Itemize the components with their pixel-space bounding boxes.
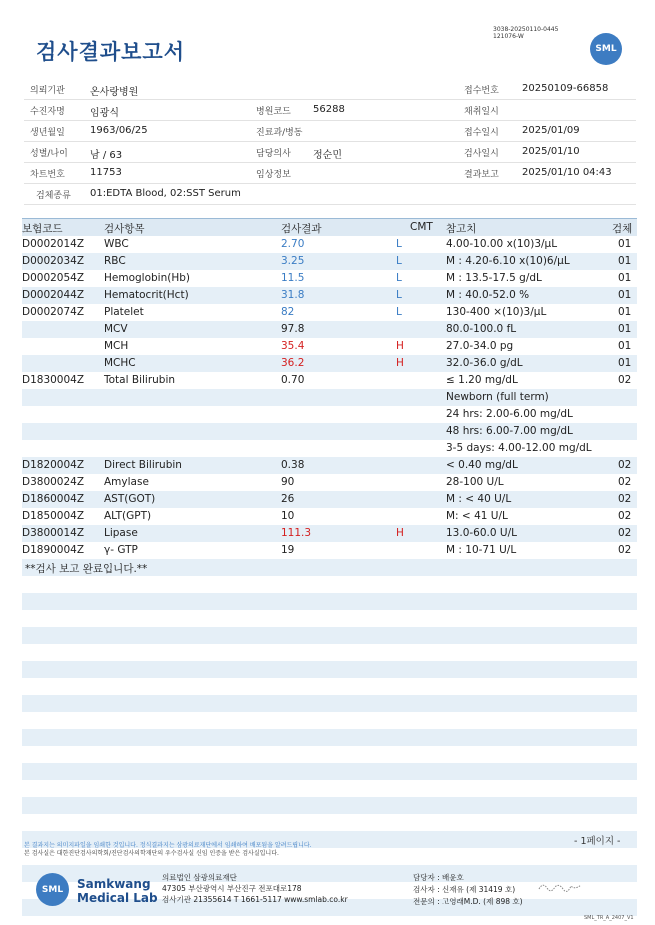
test-code: D1850004Z [22, 510, 85, 522]
test-name: MCHC [104, 357, 136, 369]
test-value: 10 [281, 510, 295, 522]
table-row [22, 542, 637, 559]
test-code: D1820004Z [22, 459, 85, 471]
table-row [22, 474, 637, 491]
info-row [24, 184, 636, 205]
specimen-code: 02 [618, 476, 632, 488]
reference-range: M : 10-71 U/L [446, 544, 517, 556]
chart-no-value: 11753 [90, 167, 122, 178]
specimen-code: 02 [618, 510, 632, 522]
birth-label: 생년월일 [30, 128, 65, 138]
table-row [22, 321, 637, 338]
test-name: Amylase [104, 476, 149, 488]
test-flag: H [396, 340, 404, 352]
reference-range: 130-400 ×(10)3/μL [446, 306, 547, 318]
footer-note: 본 결과지는 의미지파일을 임쇄한 것입니다. 정식결과지는 삼광의료재단에서 임쇄하여 배포됨을 알려드립니다. [24, 842, 312, 849]
hospital-value: 온사랑병원 [90, 87, 139, 98]
doctor-label: 담당의사 [256, 149, 291, 159]
col-spec-header: 검체 [612, 223, 633, 235]
report-title: 검사결과보고서 [36, 40, 186, 64]
test-value: 0.38 [281, 459, 305, 471]
report-date-value: 2025/01/10 04:43 [522, 167, 612, 178]
test-value: 3.25 [281, 255, 305, 267]
sex-age-label: 성별/나이 [30, 149, 68, 159]
empty-row [22, 678, 637, 695]
receipt-no-value: 20250109-66858 [522, 83, 609, 94]
test-value: 0.70 [281, 374, 305, 386]
test-name: AST(GOT) [104, 493, 156, 505]
test-flag: H [396, 527, 404, 539]
reference-range: 48 hrs: 6.00-7.00 mg/dL [446, 425, 573, 437]
staff-line: 전문의 : 고영래M.D. (제 898 호) [413, 897, 523, 906]
receipt-date-value: 2025/01/09 [522, 125, 580, 136]
specimen-code: 01 [618, 323, 632, 335]
reference-range: 24 hrs: 2.00-6.00 mg/dL [446, 408, 573, 420]
reference-range: M : < 40 U/L [446, 493, 512, 505]
test-name: MCH [104, 340, 129, 352]
test-code: D3800014Z [22, 527, 85, 539]
table-row [22, 236, 637, 253]
test-flag: L [396, 255, 402, 267]
empty-row [22, 576, 637, 593]
table-row [22, 491, 637, 508]
test-name: Total Bilirubin [104, 374, 176, 386]
table-row [22, 406, 637, 423]
hospital-code-label: 병원코드 [256, 107, 291, 117]
reference-range: M : 4.20-6.10 x(10)6/μL [446, 255, 570, 267]
brand-line: Medical Lab [77, 891, 158, 905]
test-value: 2.70 [281, 238, 305, 250]
test-name: ALT(GPT) [104, 510, 152, 522]
brand-line: Samkwang [77, 877, 151, 891]
specimen-code: 01 [618, 238, 632, 250]
test-date-value: 2025/01/10 [522, 146, 580, 157]
clinical-label: 임상정보 [256, 170, 291, 180]
reference-range: ≤ 1.20 mg/dL [446, 374, 518, 386]
test-flag: L [396, 272, 402, 284]
org-line: 의료법인 삼광의료재단 [162, 873, 237, 882]
form-version: SML_TR_A_2407_V1 [584, 915, 634, 921]
receipt-date-label: 접수일시 [464, 128, 499, 138]
collect-date-label: 채취일시 [464, 107, 499, 117]
empty-row [22, 763, 637, 780]
table-row [22, 270, 637, 287]
table-row [22, 423, 637, 440]
test-name: WBC [104, 238, 129, 250]
test-name: Lipase [104, 527, 138, 539]
patient-info-panel [24, 79, 636, 205]
test-code: D1860004Z [22, 493, 85, 505]
test-value: 90 [281, 476, 295, 488]
test-name: γ- GTP [104, 544, 138, 556]
col-name-header: 검사항목 [104, 223, 145, 235]
specimen-value: 01:EDTA Blood, 02:SST Serum [90, 188, 241, 199]
table-row [22, 355, 637, 372]
footer-notes [24, 842, 312, 858]
table-row [22, 372, 637, 389]
test-code: D0002044Z [22, 289, 85, 301]
patient-label: 수진자명 [30, 107, 65, 117]
results-header [22, 218, 637, 236]
reference-range: 4.00-10.00 x(10)3/μL [446, 238, 558, 250]
table-row [22, 457, 637, 474]
test-value: 111.3 [281, 527, 312, 539]
table-row [22, 389, 637, 406]
test-value: 36.2 [281, 357, 305, 369]
sml-logo-icon: SML [590, 33, 622, 65]
specimen-code: 01 [618, 340, 632, 352]
test-value: 35.4 [281, 340, 305, 352]
test-value: 11.5 [281, 272, 305, 284]
test-flag: L [396, 289, 402, 301]
test-value: 26 [281, 493, 295, 505]
reference-range: M : 40.0-52.0 % [446, 289, 530, 301]
empty-row [22, 644, 637, 661]
specimen-code: 02 [618, 527, 632, 539]
reference-range: 13.0-60.0 U/L [446, 527, 517, 539]
test-value: 19 [281, 544, 295, 556]
page-number: - 1페이지 - [574, 836, 621, 847]
specimen-code: 02 [618, 374, 632, 386]
test-value: 31.8 [281, 289, 305, 301]
test-name: MCV [104, 323, 128, 335]
specimen-code: 01 [618, 289, 632, 301]
info-row [24, 100, 636, 121]
test-code: D1890004Z [22, 544, 85, 556]
test-code: D0002054Z [22, 272, 85, 284]
sex-age-value: 남 / 63 [90, 150, 123, 161]
doctor-value: 정순민 [313, 150, 342, 161]
specimen-label: 검체종류 [36, 191, 71, 201]
test-name: Direct Bilirubin [104, 459, 182, 471]
org-line: 47305 부산광역시 부산진구 전포대로178 [162, 884, 302, 893]
org-info [162, 872, 348, 905]
col-cmt-header: CMT [410, 221, 433, 233]
specimen-code: 01 [618, 255, 632, 267]
staff-info [413, 872, 523, 908]
test-name: RBC [104, 255, 126, 267]
specimen-code: 01 [618, 272, 632, 284]
test-code: D0002074Z [22, 306, 85, 318]
birth-value: 1963/06/25 [90, 125, 148, 136]
completion-row [22, 559, 637, 576]
empty-row [22, 593, 637, 610]
specimen-code: 01 [618, 357, 632, 369]
patient-value: 임광식 [90, 108, 119, 119]
reference-range: Newborn (full term) [446, 391, 549, 403]
specimen-code: 02 [618, 493, 632, 505]
empty-row [22, 916, 637, 925]
specimen-code: 02 [618, 459, 632, 471]
test-value: 82 [281, 306, 295, 318]
test-date-label: 검사일시 [464, 149, 499, 159]
report-date-label: 결과보고 [464, 170, 499, 180]
sml-logo-icon: SML [36, 873, 69, 906]
reference-range: 3-5 days: 4.00-12.00 mg/dL [446, 442, 592, 454]
signature-icon [537, 880, 585, 894]
reference-range: 32.0-36.0 g/dL [446, 357, 523, 369]
table-row [22, 253, 637, 270]
reference-range: < 0.40 mg/dL [446, 459, 518, 471]
empty-row [22, 627, 637, 644]
info-row [24, 79, 636, 100]
empty-row [22, 695, 637, 712]
empty-row [22, 814, 637, 831]
test-code: D1830004Z [22, 374, 85, 386]
brand-name [77, 877, 158, 905]
info-row [24, 163, 636, 184]
dept-label: 진료과/병동 [256, 128, 303, 138]
test-code: D3800024Z [22, 476, 85, 488]
results-table [22, 218, 637, 925]
info-row [24, 142, 636, 163]
reference-range: M: < 41 U/L [446, 510, 508, 522]
table-row [22, 304, 637, 321]
empty-row [22, 780, 637, 797]
table-row [22, 508, 637, 525]
empty-row [22, 610, 637, 627]
reference-range: 28-100 U/L [446, 476, 504, 488]
empty-row [22, 729, 637, 746]
reference-range: 80.0-100.0 fL [446, 323, 517, 335]
empty-row [22, 712, 637, 729]
staff-line: 담당자 : 배윤호 [413, 873, 464, 882]
empty-row [22, 661, 637, 678]
col-code-header: 보험코드 [22, 223, 63, 235]
test-flag: L [396, 306, 402, 318]
hospital-label: 의뢰기관 [30, 86, 65, 96]
results-body [22, 236, 637, 559]
test-name: Platelet [104, 306, 144, 318]
test-name: Hemoglobin(Hb) [104, 272, 191, 284]
document-code-line: 121076-W [493, 33, 524, 40]
table-row [22, 440, 637, 457]
hospital-code-value: 56288 [313, 104, 345, 115]
table-row [22, 287, 637, 304]
test-value: 97.8 [281, 323, 305, 335]
footer-note: 본 검사실은 대한진단검사의학회/진단검사의학재단의 우수검사실 신임 인증을 받은 검사실입니다. [24, 850, 279, 857]
test-flag: H [396, 357, 404, 369]
org-line: 검사기관 21355614 T 1661-5117 www.smlab.co.kr [162, 895, 348, 904]
table-row [22, 525, 637, 542]
specimen-code: 02 [618, 544, 632, 556]
receipt-no-label: 접수번호 [464, 86, 499, 96]
reference-range: 27.0-34.0 pg [446, 340, 514, 352]
document-code-line: 3038-20250110-0445 [493, 26, 559, 33]
test-name: Hematocrit(Hct) [104, 289, 189, 301]
test-flag: L [396, 238, 402, 250]
test-code: D0002034Z [22, 255, 85, 267]
empty-row [22, 797, 637, 814]
reference-range: M : 13.5-17.5 g/dL [446, 272, 542, 284]
info-row [24, 121, 636, 142]
staff-line: 검사자 : 신재유 (제 31419 호) [413, 885, 516, 894]
specimen-code: 01 [618, 306, 632, 318]
test-code: D0002014Z [22, 238, 85, 250]
chart-no-label: 차트번호 [30, 170, 65, 180]
empty-row [22, 746, 637, 763]
col-ref-header: 참고치 [446, 223, 477, 235]
completion-text: **검사 보고 완료입니다.** [25, 563, 148, 575]
col-value-header: 검사결과 [281, 223, 322, 235]
document-code [493, 26, 558, 40]
table-row [22, 338, 637, 355]
